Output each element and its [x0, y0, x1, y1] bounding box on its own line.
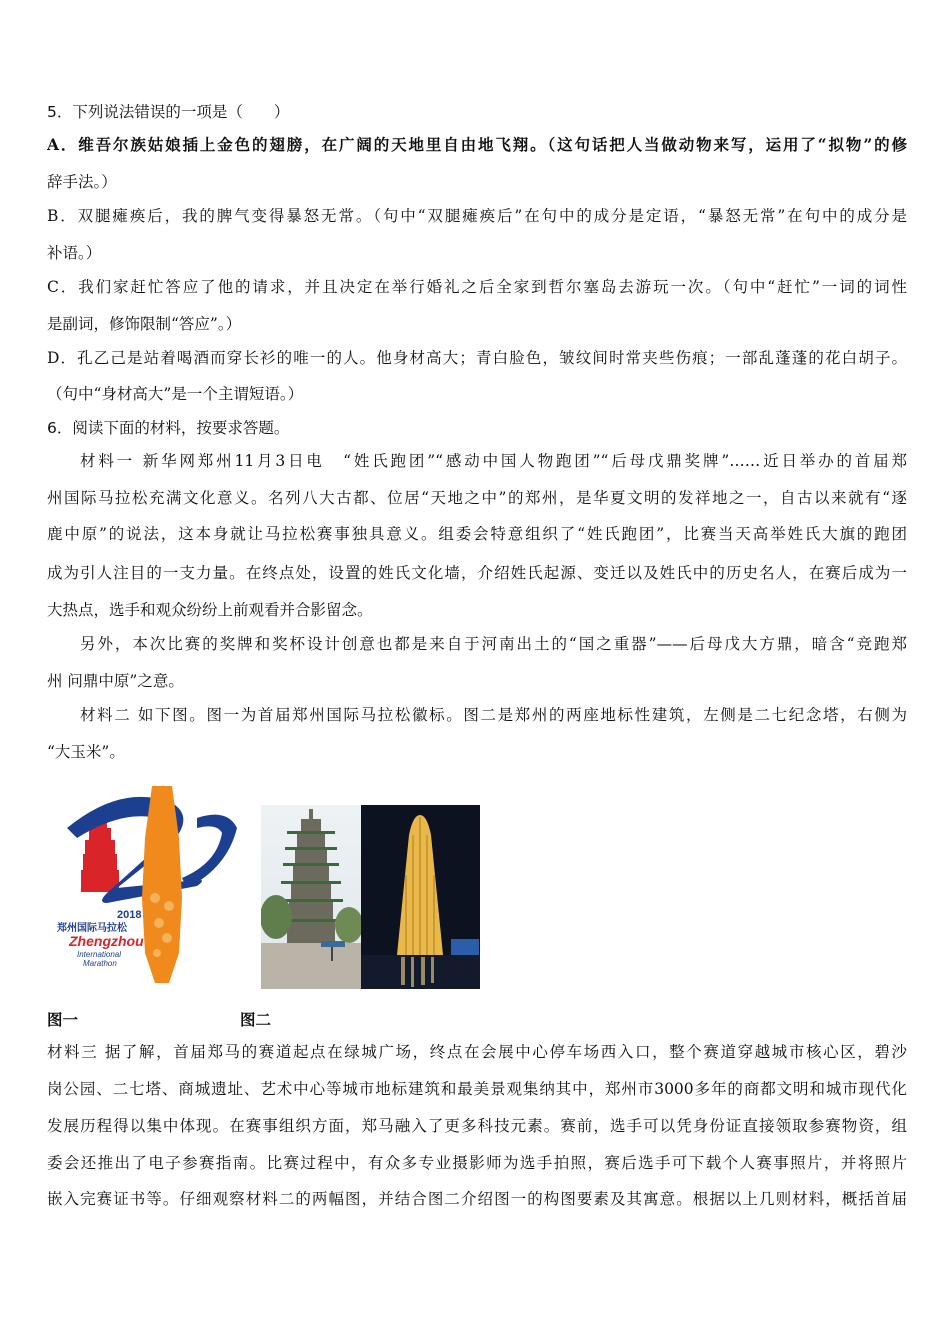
marathon-logo-image — [47, 778, 243, 988]
q6-stem: 6．阅读下面的材料，按要求答题。 — [47, 419, 290, 437]
material1-line4: 成为引人注目的一支力量。在终点处，设置的姓氏文化墙，介绍姓氏起源、变迁以及姓氏中的历史名人，在赛后成为一 — [47, 564, 907, 582]
logo-cn-name: 郑州国际马拉松 — [57, 923, 127, 934]
q5-option-a-line2: 辞手法。） — [47, 173, 117, 191]
q5-option-d-line2: （句中“身材高大”是一个主谓短语。） — [47, 385, 304, 403]
logo-en-marathon: Marathon — [83, 959, 117, 968]
logo-year: 2018 — [117, 909, 142, 921]
q5-option-c-line2: 是副词，修饰限制“答应”。） — [47, 315, 242, 333]
q5-option-b-line1: B．双腿瘫痪后，我的脾气变得暴怒无常。（句中“双腿瘫痪后”在句中的成分是定语，“暴怒无常”在句中的成分是 — [47, 207, 907, 225]
material2-line1: 材料二 如下图。图一为首届郑州国际马拉松徽标。图二是郑州的两座地标性建筑，左侧是二七纪念塔，右侧为 — [80, 706, 907, 724]
material3-line5: 嵌入完赛证书等。仔细观察材料二的两幅图，并结合图二介绍图一的构图要素及其寓意。根据以上几则材料，概括首届 — [47, 1190, 907, 1208]
material1b-line1: 另外，本次比赛的奖牌和奖杯设计创意也都是来自于河南出土的“国之重器”——后母戊大方鼎，暗含“竞跑郑 — [80, 635, 907, 653]
material3-line2: 岗公园、二七塔、商城遗址、艺术中心等城市地标建筑和最美景观集纳其中，郑州市3000多年的商都文明和城市现代化 — [47, 1080, 907, 1098]
q5-option-c-line1: C．我们家赶忙答应了他的请求，并且决定在举行婚礼之后全家到哲尔塞岛去游玩一次。（句中“赶忙”一词的词性 — [47, 278, 907, 296]
q5-option-d-line1: D．孔乙己是站着喝酒而穿长衫的唯一的人。他身材高大；青白脸色，皱纹间时常夹些伤痕；一部乱蓬蓬的花白胡子。 — [47, 349, 907, 367]
q5-option-b-line2: 补语。） — [47, 244, 102, 262]
material1-line1: 材料一 新华网郑州11月3日电 “姓氏跑团”“感动中国人物跑团”“后母戊鼎奖牌”……近日举办的首届郑 — [80, 452, 907, 470]
material3-line4: 委会还推出了电子参赛指南。比赛过程中，有众多专业摄影师为选手拍照，赛后选手可下载个人赛事照片，并将照片 — [47, 1154, 907, 1172]
material1-line3: 鹿中原”的说法，这本身就让马拉松赛事独具意义。组委会特意组织了“姓氏跑团”，比赛当天高举姓氏大旗的跑团 — [47, 525, 907, 543]
marathon-logo-graphic — [47, 778, 243, 988]
q5-option-a-line1: A．维吾尔族姑娘插上金色的翅膀，在广阔的天地里自由地飞翔。（这句话把人当做动物来写，运用了“拟物”的修 — [47, 135, 907, 154]
material1b-line2: 州 问鼎中原”之意。 — [47, 672, 184, 690]
material3-line3: 发展历程得以集中体现。在赛事组织方面，郑马融入了更多科技元素。赛前，选手可以凭身份证直接领取参赛物资，组 — [47, 1117, 907, 1135]
erqi-tower-photo — [261, 805, 361, 989]
figure2-caption: 图二 — [240, 1010, 272, 1029]
logo-en-city: Zhengzhou — [69, 933, 144, 949]
q5-stem: 5．下列说法错误的一项是（ ） — [47, 103, 290, 121]
material2-line2: “大玉米”。 — [47, 743, 125, 761]
material1-line5: 大热点，选手和观众纷纷上前观看并合影留念。 — [47, 601, 373, 619]
big-corn-tower-photo — [361, 805, 480, 989]
erqi-tower-graphic — [261, 805, 361, 989]
big-corn-tower-graphic — [361, 805, 480, 989]
material1-line2: 州国际马拉松充满文化意义。名列八大古都、位居“天地之中”的郑州，是华夏文明的发祥地之一，自古以来就有“逐 — [47, 489, 907, 507]
logo-en-international: International — [77, 950, 122, 959]
material3-line1: 材料三 据了解，首届郑马的赛道起点在绿城广场，终点在会展中心停车场西入口，整个赛道穿越城市核心区，碧沙 — [47, 1043, 907, 1061]
figure1-caption: 图一 — [47, 1010, 79, 1029]
